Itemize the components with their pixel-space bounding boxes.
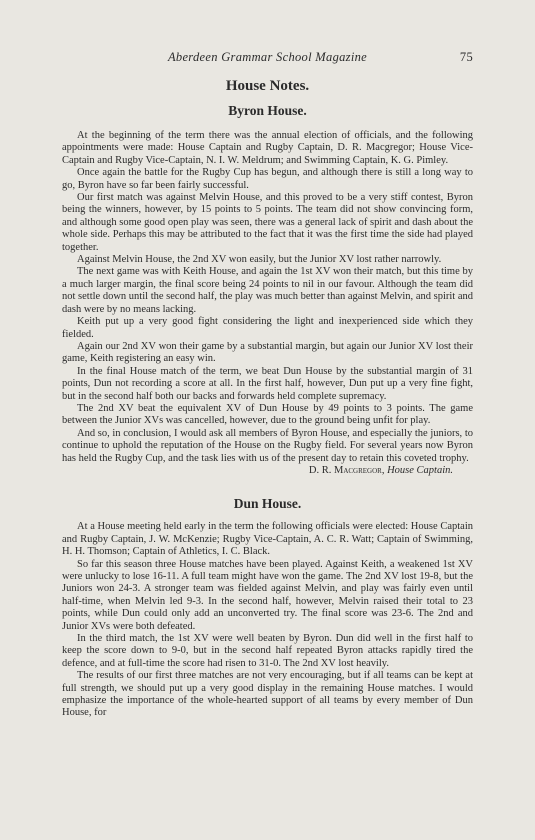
byron-signature <box>62 465 473 477</box>
byron-paragraph: The next game was with Keith House, and again the 1st XV won their match, but this time by a much larger margin, the final score being 24 points to nil in our favour. Although the team did not settle down until the second half, the play was much better than against Melvin, and spirit and dash were by no means lacking. <box>62 266 473 315</box>
byron-paragraph: Keith put up a very good fight considering the light and inexperienced side which they fielded. <box>62 316 473 340</box>
byron-house-heading: Byron House. <box>228 103 307 118</box>
dun-paragraph: In the third match, the 1st XV were well beaten by Byron. Dun did well in the first half to keep the score down to 9-0, but in the second half repeated Byron attacks rapidly tired the defence, and at full-time the score had risen to 31-0. The 2nd XV lost heavily. <box>62 633 473 669</box>
signature-name: D. R. Macgregor, <box>308 464 385 476</box>
byron-paragraph: Once again the battle for the Rugby Cup has begun, and although there is still a long way to go, Byron have so far been fairly successful. <box>62 167 473 191</box>
dun-paragraph: At a House meeting held early in the term the following officials were elected: House Captain and Rugby Captain, J. W. McKenzie; Rugby Vice-Captain, A. C. R. Watt; Captain of Swimming, H. H. Thomson; Captain of Athletics, I. C. Black. <box>62 521 473 558</box>
byron-paragraph: And so, in conclusion, I would ask all members of Byron House, and especially the juniors, to continue to uphold the reputation of the House on the Rugby field. For several years now Byron has held the Rugby Cup, and the task lies with us of the present day to retain this coveted trophy. <box>62 427 473 464</box>
byron-paragraph: Against Melvin House, the 2nd XV won easily, but the Junior XV lost rather narrowly. <box>77 254 442 266</box>
signature-title: House Captain. <box>387 464 453 476</box>
byron-paragraph: Our first match was against Melvin House, and this proved to be a very stiff contest, Byron being the winners, however, by 15 points to 5 points. The team did not show convincing form, and although some good open play was seen, there was a general lack of spirit and dash about the whole side. Perhaps this may be attributed to the fact that it was the first time the side had played together. <box>62 192 473 253</box>
dun-house-heading: Dun House. <box>233 496 302 512</box>
byron-paragraph: In the final House match of the term, we beat Dun House by the substantial margin of 31 points, Dun not recording a score at all. In the first half, however, Dun put up a very fine fight, but in the second half both our backs and forwards held complete supremacy. <box>62 365 473 402</box>
dun-paragraph: So far this season three House matches have been played. Against Keith, a weakened 1st XV were unlucky to lose 16-11. A full team might have won the game. The 2nd XV lost 19-8, but the Juniors won 24-3. A stronger team was fielded against Melvin, and play was fairly even until half-time, when Melvin led 9-3. In the second half, however, Melvin raised their total to 23 points, while Dun could only add an unconverted try. The final score was 23-6. The 2nd and Junior XVs were both defeated. <box>62 558 473 632</box>
section-title: House Notes. <box>225 78 310 94</box>
dun-paragraph: The results of our first three matches are not very encouraging, but if all teams can be kept at full strength, we should put up a very good display in the remaining House matches. I would emphasize the importance of the whole-hearted support of all teams by every member of Dun House, for <box>62 670 473 719</box>
running-head <box>62 50 473 68</box>
page-number: 75 <box>459 50 473 64</box>
byron-paragraph: At the beginning of the term there was the annual election of officials, and the following appointments were made: House Captain and Rugby Captain, D. R. Macgregor; House Vice-Captain and Rugby Vice-Captain, N. I. W. Meldrum; and Swimming Captain, K. G. Pimley. <box>62 130 473 166</box>
byron-paragraph: Again our 2nd XV won their game by a substantial margin, but again our Junior XV lost their game, Keith registering an easy win. <box>62 340 473 365</box>
byron-paragraph: The 2nd XV beat the equivalent XV of Dun House by 49 points to 3 points. The game between the Junior XVs was cancelled, however, due to the ground being unfit for play. <box>62 402 473 427</box>
running-title: Aberdeen Grammar School Magazine <box>167 50 368 64</box>
